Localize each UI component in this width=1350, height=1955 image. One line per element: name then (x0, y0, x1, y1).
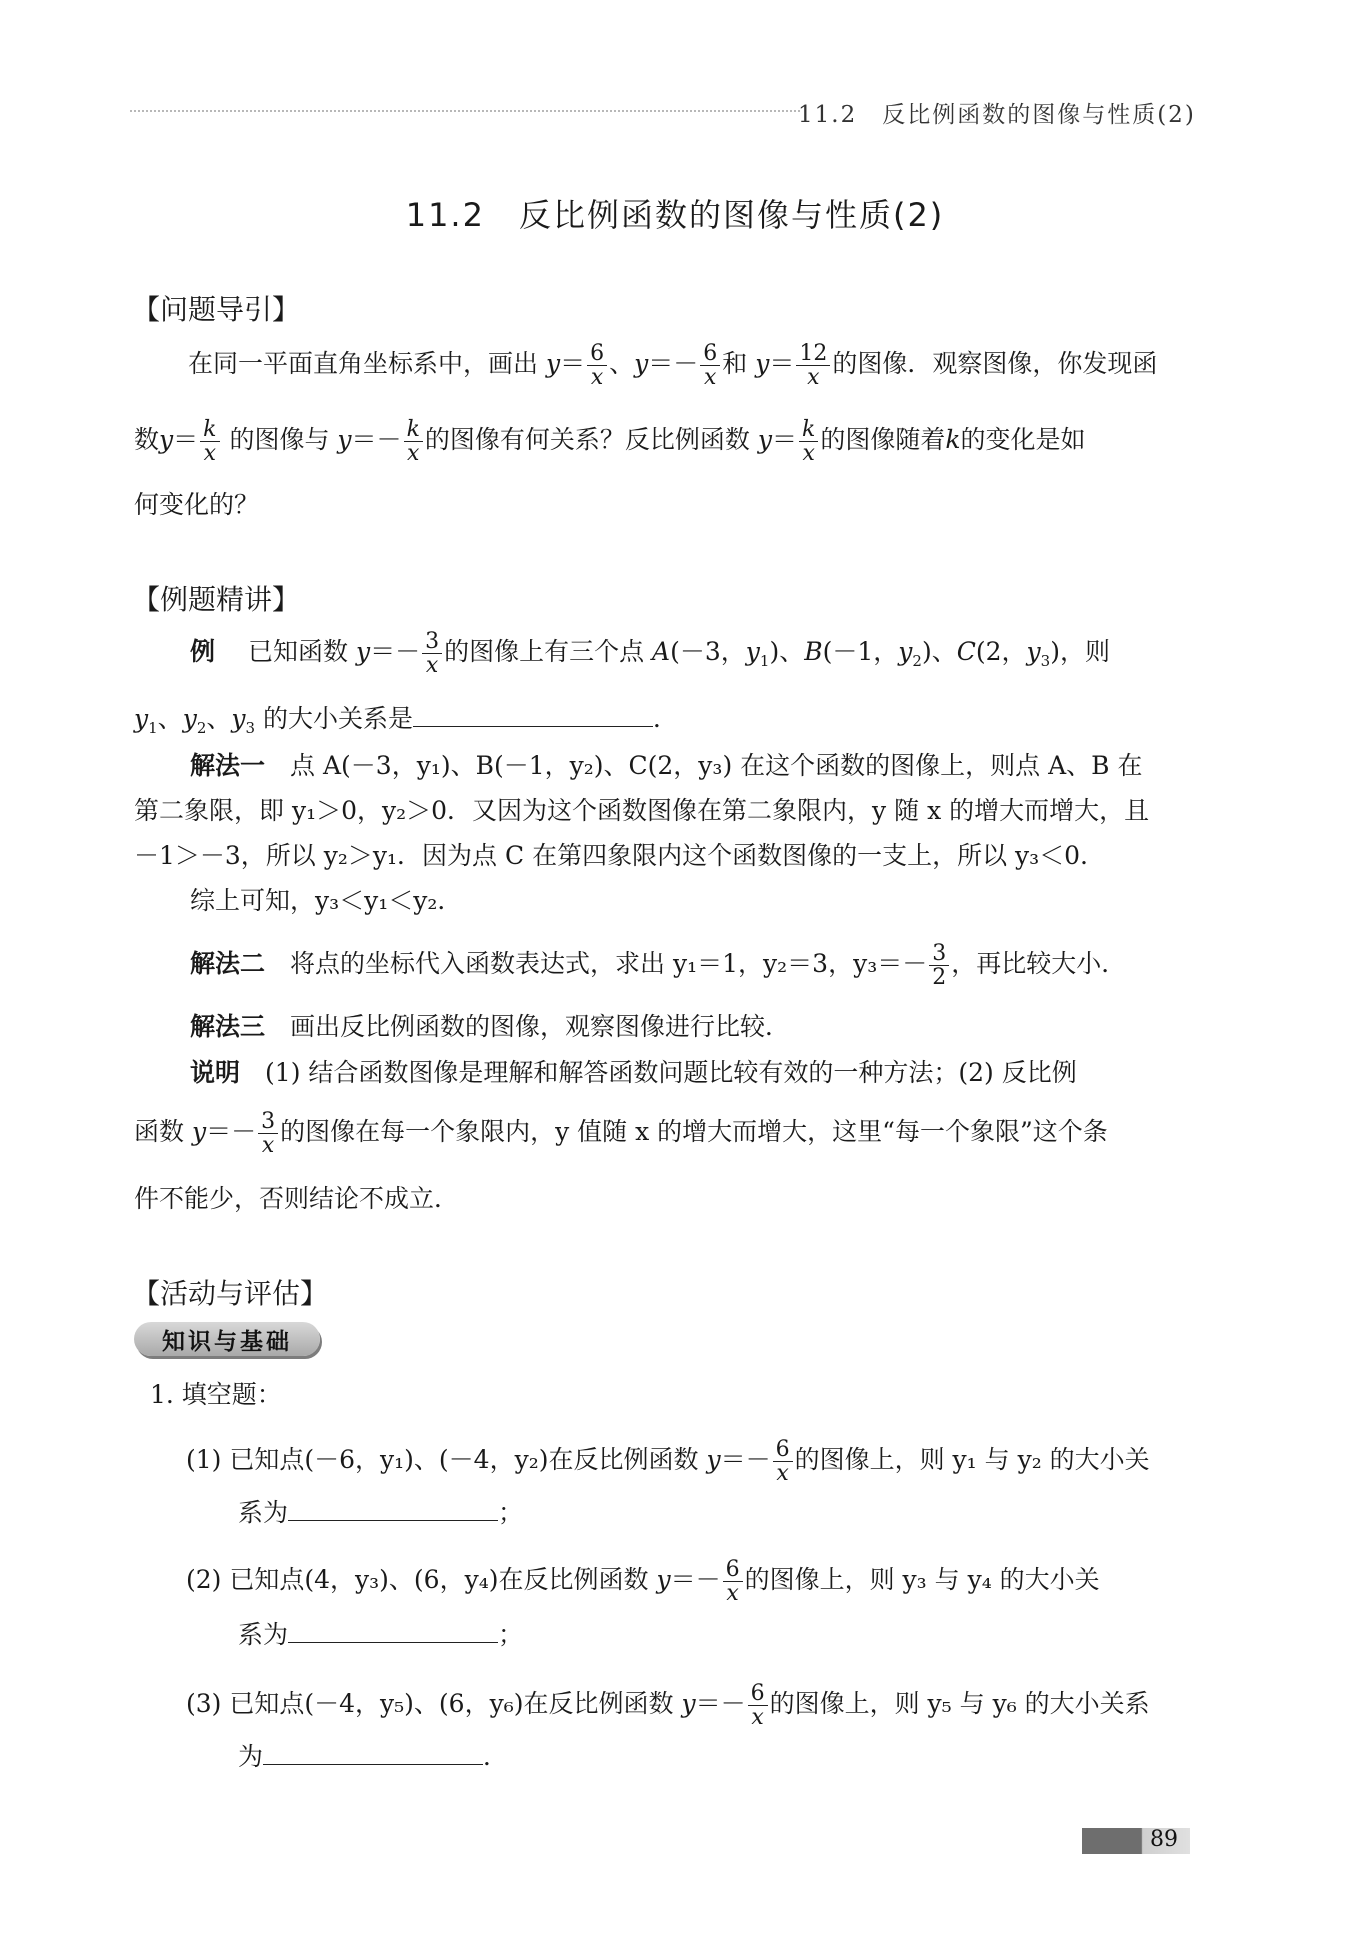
note-line-1: 说明 (1) 结合函数图像是理解和解答函数问题比较有效的一种方法；(2) 反比例 (190, 1058, 1077, 1087)
solution-1-line-4: 综上可知，y₃＜y₁＜y₂． (190, 886, 463, 915)
solution-1-line-1: 解法一 点 A(－3，y₁)、B(－1，y₂)、C(2，y₃) 在这个函数的图像上，则点 A、B 在 (190, 751, 1143, 780)
guide-line-3: 何变化的？ (134, 490, 260, 519)
guide-line-2: 数y＝ $\frac{k}{x}$ 的图像与 y＝－ $\frac{k}{x}$ 的图像有何关系？反比例函数 y＝ $\frac{k}{x}$ 的图像随着k的变化是如 (134, 417, 1086, 467)
section-guide-heading: 【问题导引】 (132, 293, 301, 326)
section-activity-heading: 【活动与评估】 (132, 1277, 329, 1310)
solution-1-line-2: 第二象限，即 y₁＞0，y₂＞0．又因为这个函数图像在第二象限内，y 随 x 的增大而增大，且 (134, 796, 1150, 825)
solution-3-line: 解法三 画出反比例函数的图像，观察图像进行比较． (190, 1012, 791, 1041)
exercise-1-3-line-1: (3) 已知点(－4，y₅)、(6，y₆)在反比例函数 y＝－ $\frac{6}{x}$ 的图像上，则 y₅ 与 y₆ 的大小关系 (186, 1681, 1150, 1731)
guide-line-1: 在同一平面直角坐标系中，画出 y＝ $\frac{6}{x}$ 、y＝－ $\frac{6}{x}$ 和 y＝ $\frac{12}{x}$ 的图像．观察图像，你发现函 (188, 341, 1158, 391)
note-line-2: 函数 y＝－ $\frac{3}{x}$ 的图像在每一个象限内，y 值随 x 的增大而增大，这里“每一个象限”这个条 (134, 1109, 1108, 1159)
exercise-1-2-line-2: 系为 ； (238, 1620, 524, 1649)
page-title: 11.2 反比例函数的图像与性质(2) (405, 196, 945, 234)
header-dotted-rule (130, 110, 800, 112)
example-line-2: $y_1$、$y_2$、$y_3$ 的大小关系是 ． (134, 704, 679, 737)
page-number: 89 (1150, 1827, 1178, 1852)
example-line-1: 例 已知函数 y＝－ $\frac{3}{x}$ 的图像上有三个点 A(－3，$y_1$)、B(－1，$y_2$)、C(2，$y_3$)，则 (190, 629, 1110, 679)
running-header: 11.2 反比例函数的图像与性质(2) (798, 102, 1196, 128)
exercise-1-2-line-1: (2) 已知点(4，y₃)、(6，y₄)在反比例函数 y＝－ $\frac{6}{x}$ 的图像上，则 y₃ 与 y₄ 的大小关 (186, 1557, 1100, 1607)
exercise-1-1-line-1: (1) 已知点(－6，y₁)、(－4，y₂)在反比例函数 y＝－ $\frac{6}{x}$ 的图像上，则 y₁ 与 y₂ 的大小关 (186, 1437, 1150, 1487)
answer-blank-3[interactable] (263, 1744, 483, 1765)
note-line-3: 件不能少，否则结论不成立． (134, 1184, 460, 1213)
solution-2-line: 解法二 将点的坐标代入函数表达式，求出 y₁＝1，y₂＝3，y₃＝－ $\frac{3}{2}$ ，再比较大小． (190, 941, 1127, 991)
exercise-1-1-line-2: 系为 ； (238, 1498, 524, 1527)
answer-blank[interactable] (413, 706, 653, 727)
exercise-1-heading: 1. 填空题： (150, 1380, 282, 1409)
solution-1-line-3: －1＞－3，所以 y₂＞y₁．因为点 C 在第四象限内这个函数图像的一支上，所以 y₃＜0． (134, 841, 1106, 870)
exercise-1-3-line-2: 为 ． (238, 1742, 509, 1771)
knowledge-basics-badge: 知识与基础 (134, 1322, 320, 1356)
section-example-heading: 【例题精讲】 (132, 583, 301, 616)
answer-blank-1[interactable] (288, 1500, 498, 1521)
answer-blank-2[interactable] (288, 1622, 498, 1643)
